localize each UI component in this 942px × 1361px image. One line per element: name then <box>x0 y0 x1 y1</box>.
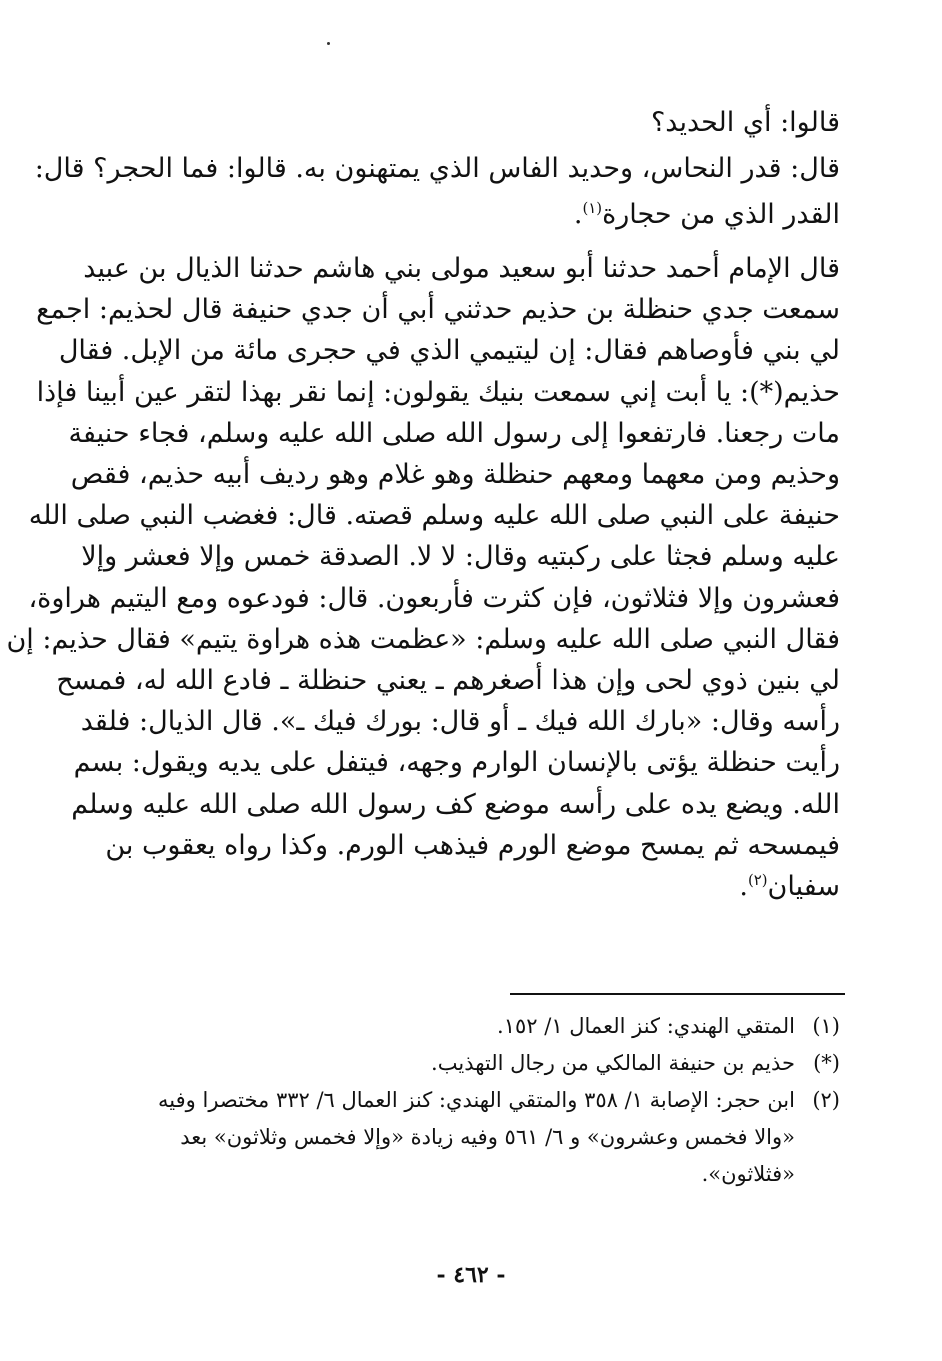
line-end: . <box>739 871 748 903</box>
footnote-text: المتقي الهندي: كنز العمال ١/ ١٥٢. <box>497 1014 795 1038</box>
footnote-number: (١) <box>812 1014 840 1038</box>
hadith-narration <box>6 248 840 907</box>
text-line-body: سفيان <box>767 871 840 903</box>
text-line: سمعت جدي حنظلة بن حذيم حدثني أبي أن جدي حنيفة قال لحذيم: اجمع <box>36 294 840 326</box>
footnote <box>130 1008 840 1045</box>
text-line: فيمسحه ثم يمسح موضع الورم فيذهب الورم. وكذا رواه يعقوب بن <box>105 829 840 861</box>
text-line: لي بنين ذوي لحى وإن هذا أصغرهم ـ يعني حنظلة ـ فادع الله له، فمسح <box>56 665 840 697</box>
text-line <box>130 192 840 238</box>
page-number: - ٤٦٢ - <box>436 1262 506 1288</box>
footnote-number: (*) <box>813 1051 840 1075</box>
text-line: قالوا: أي الحديد؟ <box>650 107 840 138</box>
text-line: عليه وسلم فجثا على ركبتيه وقال: لا لا. الصدقة خمس وإلا فعشر وإلا <box>81 541 840 573</box>
footnote-number: (٢) <box>812 1088 840 1112</box>
text-line: الله. ويضع يده على رأسه موضع كف رسول الله صلى الله عليه وسلم <box>71 788 840 820</box>
footnote-text: «فثلاثون». <box>701 1162 795 1186</box>
footnote-marker: (٢) <box>747 871 768 890</box>
text-line: حذيم(*): يا أبت إني سمعت بنيك يقولون: إنما نقر بهذا لتقر عين أبينا فإذا <box>36 376 840 408</box>
footnote <box>130 1045 840 1082</box>
footnote-separator <box>510 993 845 995</box>
text-line: فعشرون وإلا فثلاثون، فإن كثرت فأربعون. قال: فودعوه ومع اليتيم هراوة، <box>28 582 840 614</box>
footnotes <box>130 1008 840 1193</box>
line-end: . <box>573 199 583 230</box>
footnote-text: حذيم بن حنيفة المالكي من رجال التهذيب. <box>431 1051 795 1075</box>
text-line: قال: قدر النحاس، وحديد الفاس الذي يمتهنون به. قالوا: فما الحجر؟ قال: <box>34 153 840 184</box>
footnote-text: ابن حجر: الإصابة ١/ ٣٥٨ والمتقي الهندي: كنز العمال ٦/ ٣٣٢ مختصرا وفيه <box>158 1088 795 1112</box>
footnote-text: «والا فخمس وعشرون» و ٦/ ٥٦١ وفيه زيادة «وإلا فخمس وثلاثون» بعد <box>180 1125 795 1149</box>
footnote <box>130 1082 840 1193</box>
footnote-marker: (١) <box>582 199 603 217</box>
text-line-body: القدر الذي من حجارة <box>602 199 840 230</box>
scan-speck <box>327 42 330 45</box>
text-line: مات رجعنا. فارتفعوا إلى رسول الله صلى الله عليه وسلم، فجاء حنيفة <box>68 417 840 449</box>
text-line: قال الإمام أحمد حدثنا أبو سعيد مولى بني هاشم حدثنا الذيال بن عبيد <box>83 253 840 284</box>
text-line: رأسه وقال: «بارك الله فيك ـ أو قال: بورك فيك ـ». قال الذيال: فلقد <box>80 706 840 738</box>
text-line: رأيت حنظلة يؤتى بالإنسان الوارم وجهه، فيتفل على يديه ويقول: بسم <box>73 747 840 779</box>
opening-dialogue <box>34 100 840 238</box>
text-line: وحذيم ومن معهما ومعهم حنظلة وهو غلام وهو رديف أبيه حذيم، فقص <box>70 459 840 491</box>
text-line: حنيفة على النبي صلى الله عليه وسلم قصته. قال: فغضب النبي صلى الله <box>28 500 840 532</box>
text-line: فقال النبي صلى الله عليه وسلم: «عظمت هذه هراوة يتيم» فقال حذيم: إن <box>6 623 840 655</box>
text-line <box>130 866 840 907</box>
text-line: لي بني فأوصاهم فقال: إن ليتيمي الذي في حجرى مائة من الإبل. فقال <box>58 335 840 367</box>
